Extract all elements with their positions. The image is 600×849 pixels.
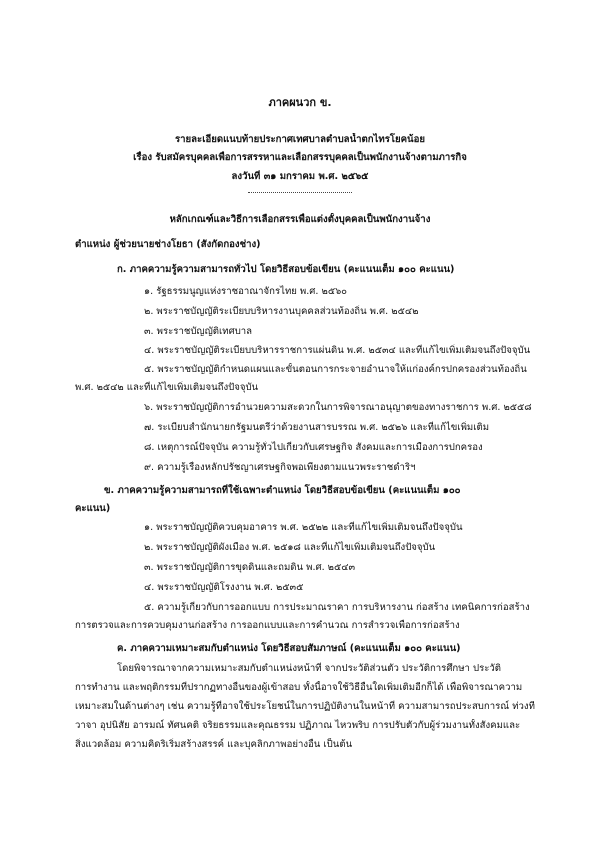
section-a-item-continuation: พ.ศ. ๒๕๔๒ และที่แก้ไขเพิ่มเติมจนถึงปัจจุบัน <box>75 382 259 393</box>
section-c-paragraph-line: สิ่งแวดล้อม ความคิดริเริ่มสร้างสรรค์ และบุคลิกภาพอย่างอื่น เป็นต้น <box>75 739 353 750</box>
section-b-item: ๑. พระราชบัญญัติควบคุมอาคาร พ.ศ. ๒๕๒๒ และที่แก้ไขเพิ่มเติมจนถึงปัจจุบัน <box>144 522 463 533</box>
criteria-title: หลักเกณฑ์และวิธีการเลือกสรรเพื่อแต่งตั้งบุคคลเป็นพนักงานจ้าง <box>169 214 431 225</box>
dotted-separator <box>248 192 352 193</box>
section-b-heading: ข. ภาคความรู้ความสามารถที่ใช้เฉพาะตำแหน่ง โดยวิธีสอบข้อเขียน (คะแนนเต็ม ๑๐๐ <box>104 485 461 496</box>
section-c-paragraph-line: โดยพิจารณาจากความเหมาะสมกับตำแหน่งหน้าที่ จากประวัติส่วนตัว ประวัติการศึกษา ประวัติ <box>117 663 501 674</box>
section-c-paragraph-line: การทำงาน และพฤติกรรมที่ปรากฏทางอื่นของผู้เข้าสอบ ทั้งนี้อาจใช้วิธีอื่นใดเพิ่มเติมอีกก็ได้ เพื่อพิจารณาความ <box>75 682 523 693</box>
position-line: ตำแหน่ง ผู้ช่วยนายช่างโยธา (สังกัดกองช่าง) <box>75 239 261 250</box>
section-a-item: ๒. พระราชบัญญัติระเบียบบริหารงานบุคคลส่วนท้องถิ่น พ.ศ. ๒๕๔๒ <box>144 306 419 317</box>
section-b-item-continuation: การตรวจและการควบคุมงานก่อสร้าง การออกแบบและการคำนวณ การสำรวจเพื่อการก่อสร้าง <box>75 620 460 631</box>
section-a-item: ๑. รัฐธรรมนูญแห่งราชอาณาจักรไทย พ.ศ. ๒๕๖๐ <box>144 286 348 297</box>
section-a-item: ๙. ความรู้เรื่องหลักปรัชญาเศรษฐกิจพอเพียงตามแนวพระราชดำริฯ <box>144 462 416 473</box>
section-b-item: ๓. พระราชบัญญัติการขุดดินและถมดิน พ.ศ. ๒๕๔๓ <box>144 562 356 573</box>
section-c-heading: ค. ภาคความเหมาะสมกับตำแหน่ง โดยวิธีสอบสัมภาษณ์ (คะแนนเต็ม ๑๐๐ คะแนน) <box>117 643 461 654</box>
annex-title: ภาคผนวก ข. <box>268 96 332 109</box>
section-b-heading-continuation: คะแนน) <box>75 503 111 514</box>
section-a-item: ๕. พระราชบัญญัติกำหนดแผนและขั้นตอนการกระจายอำนาจให้แก่องค์กรปกครองส่วนท้องถิ่น <box>144 364 527 375</box>
section-b-item: ๒. พระราชบัญญัติผังเมือง พ.ศ. ๒๕๑๘ และที่แก้ไขเพิ่มเติมจนถึงปัจจุบัน <box>144 542 436 553</box>
header-line-2: เรื่อง รับสมัครบุคคลเพื่อการสรรหาและเลือกสรรบุคคลเป็นพนักงานจ้างตามภารกิจ <box>133 152 467 163</box>
section-a-heading: ก. ภาคความรู้ความสามารถทั่วไป โดยวิธีสอบข้อเขียน (คะแนนเต็ม ๑๐๐ คะแนน) <box>117 264 455 275</box>
header-line-3: ลงวันที่ ๓๑ มกราคม พ.ศ. ๒๕๖๕ <box>231 171 369 182</box>
section-a-item: ๗. ระเบียบสำนักนายกรัฐมนตรีว่าด้วยงานสารบรรณ พ.ศ. ๒๕๒๖ และที่แก้ไขเพิ่มเติม <box>144 422 490 433</box>
section-a-item: ๘. เหตุการณ์ปัจจุบัน ความรู้ทั่วไปเกี่ยวกับเศรษฐกิจ สังคมและการเมืองการปกครอง <box>144 442 483 453</box>
section-b-item: ๕. ความรู้เกี่ยวกับการออกแบบ การประมาณราคา การบริหารงาน ก่อสร้าง เทคนิคการก่อสร้าง <box>144 602 530 613</box>
section-c-paragraph-line: เหมาะสมในด้านต่างๆ เช่น ความรู้ที่อาจใช้ประโยชน์ในการปฏิบัติงานในหน้าที่ ความสามารถประสบการณ์ ท่วงที <box>75 701 535 712</box>
section-c-paragraph-line: วาจา อุปนิสัย อารมณ์ ทัศนคติ จริยธรรมและคุณธรรม ปฏิภาณ ไหวพริบ การปรับตัวกับผู้ร่วมงานทั้งสังคมและ <box>75 720 521 731</box>
section-a-item: ๔. พระราชบัญญัติระเบียบบริหารราชการแผ่นดิน พ.ศ. ๒๕๓๔ และที่แก้ไขเพิ่มเติมจนถึงปัจจุบัน <box>144 345 531 356</box>
section-a-item: ๓. พระราชบัญญัติเทศบาล <box>144 326 253 337</box>
section-a-item: ๖. พระราชบัญญัติการอำนวยความสะดวกในการพิจารณาอนุญาตของทางราชการ พ.ศ. ๒๕๕๘ <box>144 402 532 413</box>
header-line-1: รายละเอียดแนบท้ายประกาศเทศบาลตำบลน้ำตกไทรโยคน้อย <box>175 134 425 145</box>
section-b-item: ๔. พระราชบัญญัติโรงงาน พ.ศ. ๒๕๓๕ <box>144 582 304 593</box>
